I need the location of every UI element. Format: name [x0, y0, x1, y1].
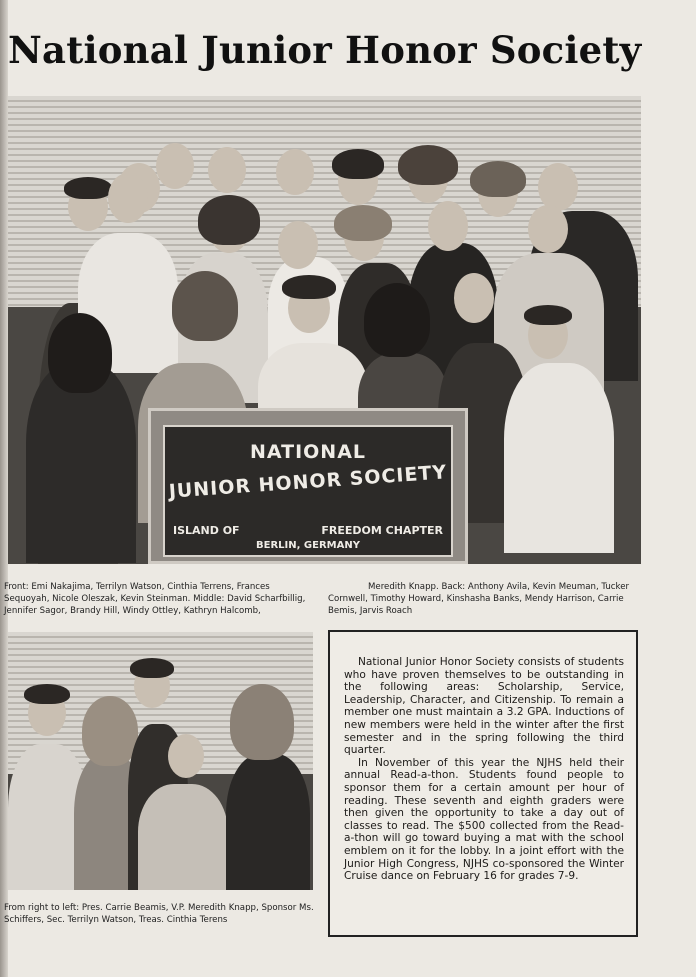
banner-right-text: FREEDOM CHAPTER: [321, 524, 443, 537]
banner-bottom-text: BERLIN, GERMANY: [256, 540, 360, 551]
banner-line-national: NATIONAL: [249, 441, 367, 463]
article-text: [344, 656, 624, 883]
banner-left-text: ISLAND OF: [173, 524, 240, 537]
officers-photo-caption: From right to left: Pres. Carrie Beamis, V.P. Meredith Knapp, Sponsor Ms. Schiffers, Sec. Terrilyn Watson, Treas. Cinthia Terens: [4, 903, 314, 925]
group-photo: [8, 96, 641, 564]
page-title: National Junior Honor Society: [8, 28, 642, 72]
society-banner: [148, 408, 468, 564]
officers-photo: [8, 632, 313, 890]
group-photo-caption-left: Front: Emi Nakajima, Terrilyn Watson, Cinthia Terrens, Frances Sequoyah, Nicole Oleszak, Kevin Steinman. Middle: David Scharfbillig, Jennifer Sagor, Brandy Hill, Windy Ottley, Kathryn Halcomb,: [4, 582, 306, 616]
article-box: [328, 630, 638, 937]
banner-line-society: JUNIOR HONOR SOCIETY: [168, 461, 448, 503]
article-paragraph-1: National Junior Honor Society consists of students who have proven themselves to be outstanding in the following areas: Scholarship, Service, Leadership, Character, and Citizenship. To remain a member one must maintain a 3.2 GPA. Inductions of new members were held in the winter after the first semester and in the spring following the third quarter.: [344, 656, 624, 757]
officers-group: [8, 684, 313, 890]
page-spine-shadow: [0, 0, 8, 977]
group-photo-caption-right: Meredith Knapp. Back: Anthony Avila, Kevin Meuman, Tucker Cornwell, Timothy Howard, Kinshasha Banks, Mendy Harrison, Carrie Bemis, Jarvis Roach: [328, 582, 630, 616]
article-paragraph-2: In November of this year the NJHS held their annual Read-a-thon. Students found people to sponsor them for a certain amount per hour of reading. These seventh and eighth graders were then given the opportunity to take a day out of classes to read. The $500 collected from the Read-a-thon will go toward buying a mat with the school emblem on it for the lobby. In a joint effort with the Junior High Congress, NJHS co-sponsored the Winter Cruise dance on February 16 for grades 7-9.: [344, 756, 624, 883]
